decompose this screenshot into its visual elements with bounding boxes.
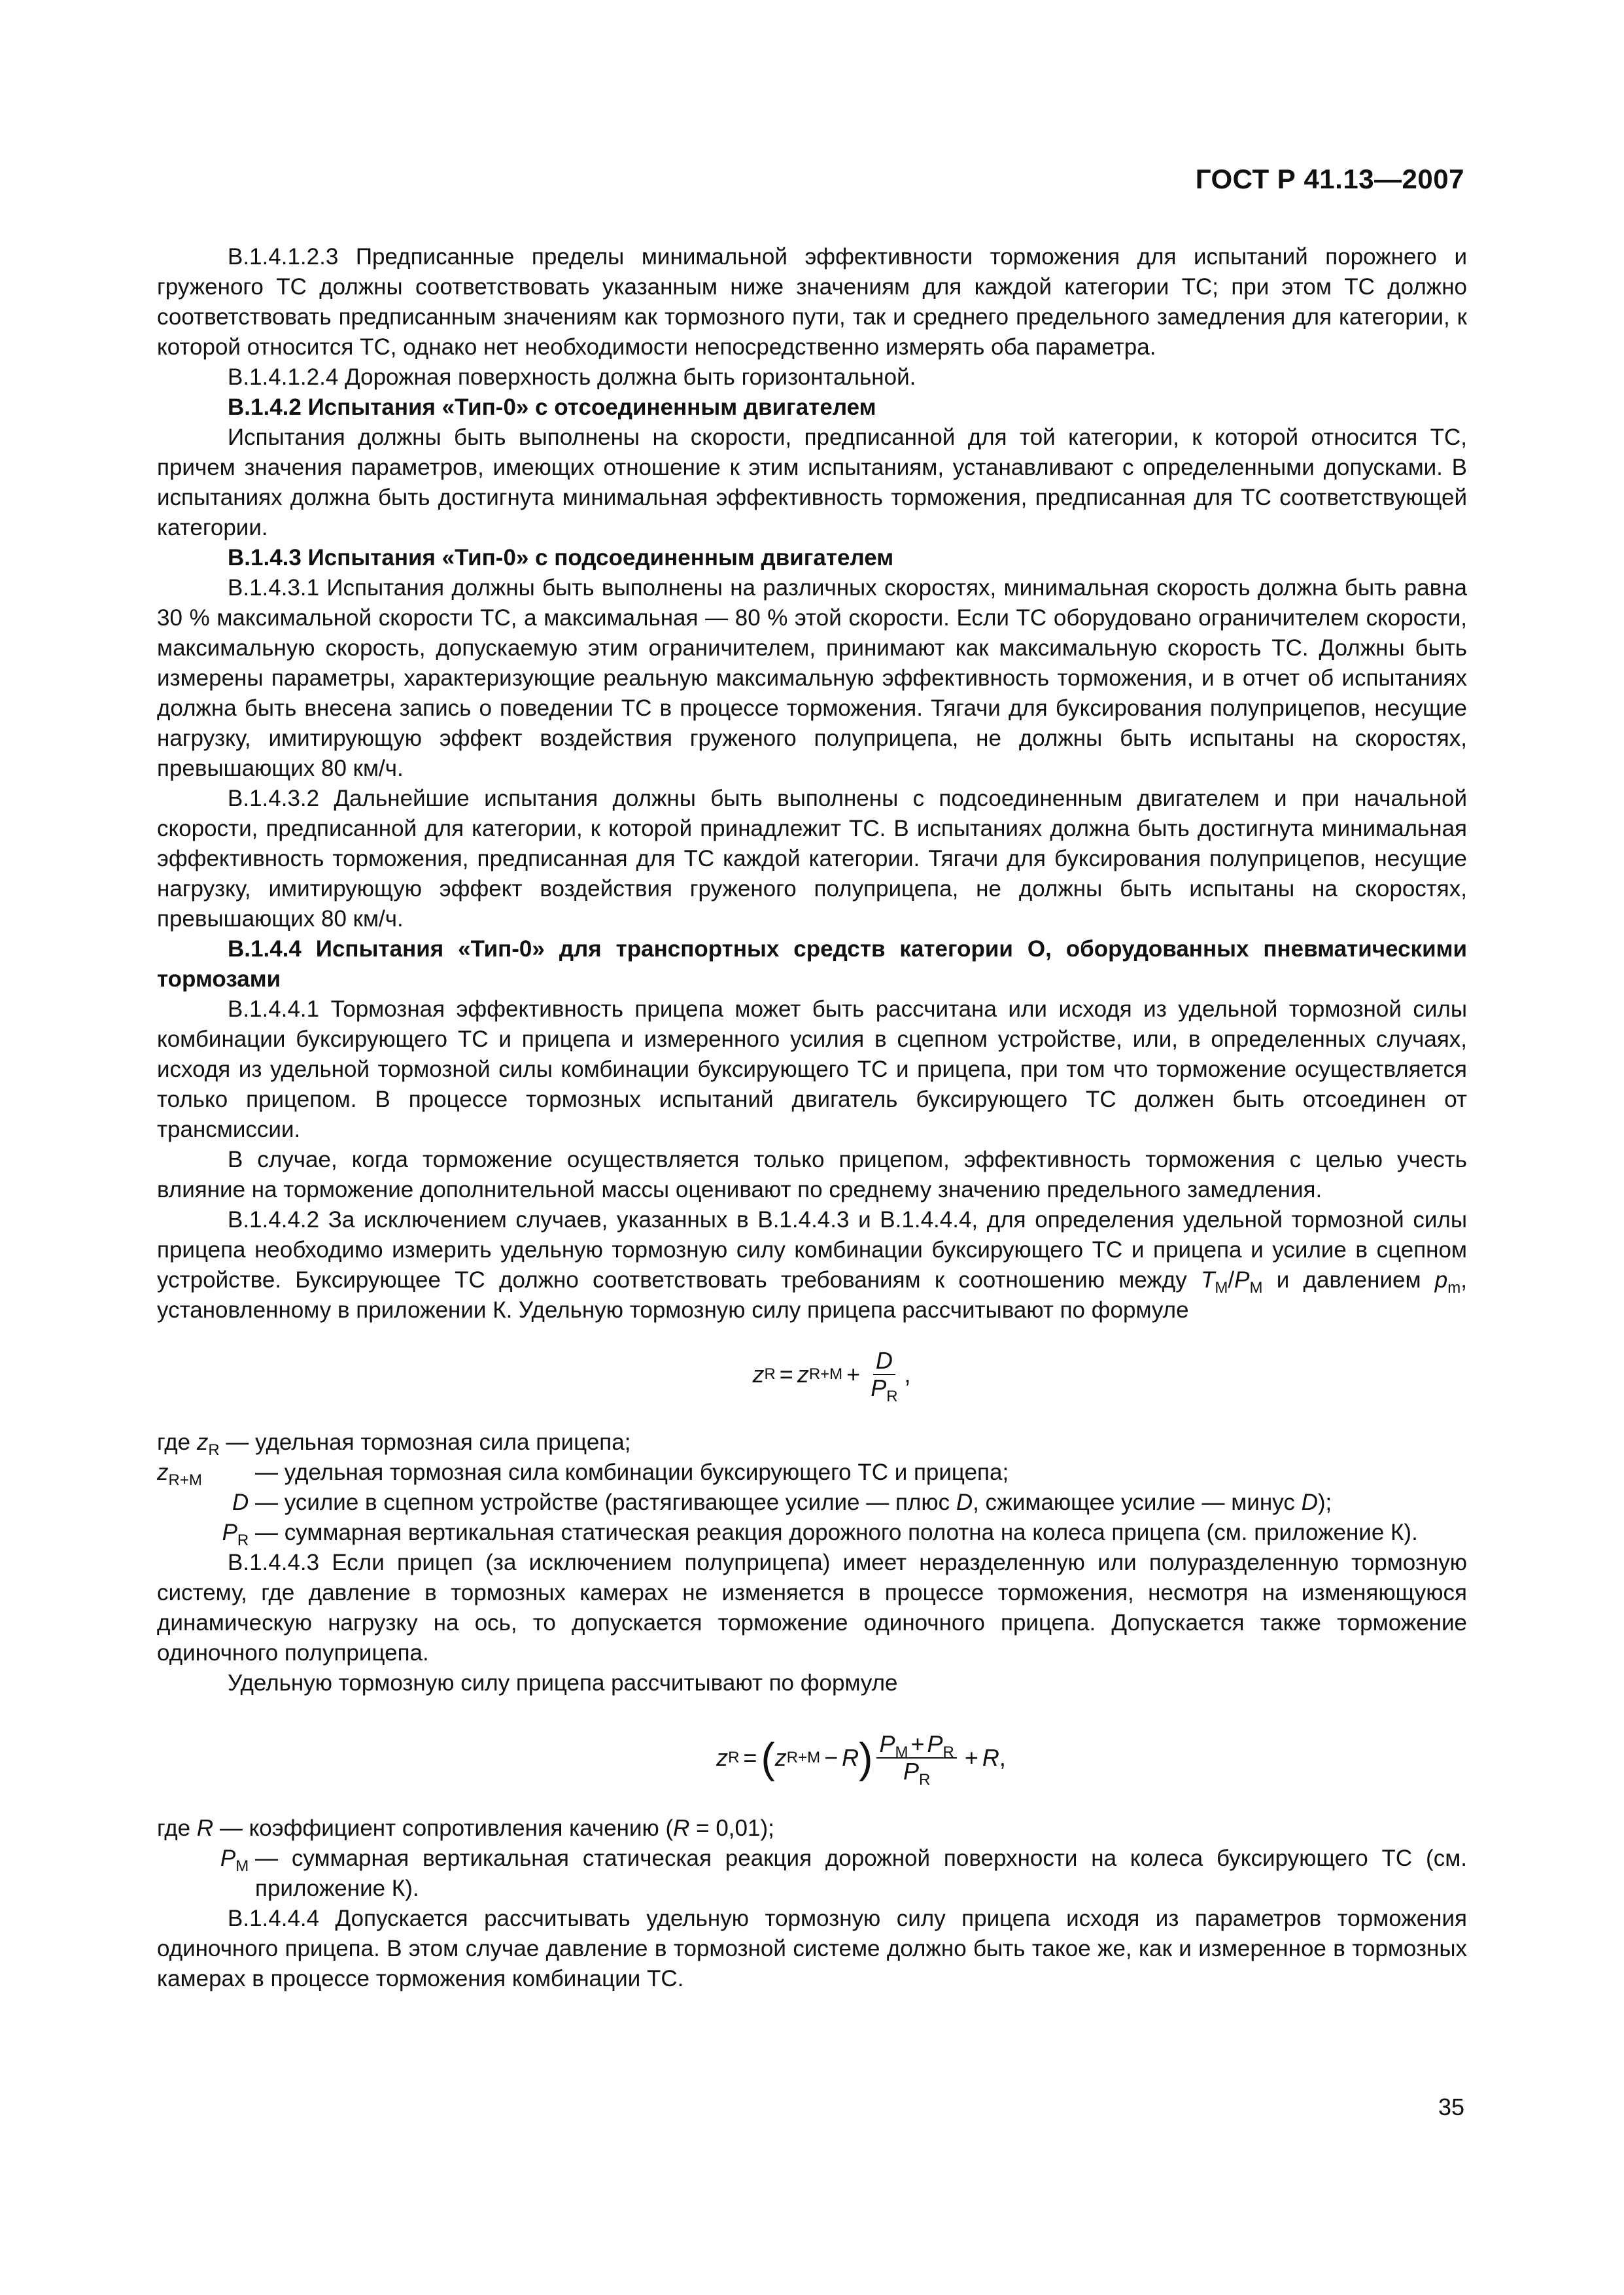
paragraph: В.1.4.3.2 Дальнейшие испытания должны быть выполнены с подсоединенным двигателем и при начальной скорости, предписанной для категории, к которой принадлежит ТС. В испытаниях должна быть достигнута минимальная эффективность торможения, предписанная для ТС каждой категории. Тягачи для буксирования полуприцепов, несущие нагрузку, имитирующую эффект воздействия груженого полуприцепа, не должны быть испытаны на скоростях, превышающих 80 км/ч.: [157, 786, 1467, 932]
definition-item: D — усилие в сцепном устройстве (растягивающее усилие — плюс D, сжимающее усилие — минус D);: [232, 1490, 1332, 1515]
paragraph: В случае, когда торможение осуществляется только прицепом, эффективность торможения с целью учесть влияние на торможение дополнительной массы оценивают по среднему значению предельного замедления.: [157, 1147, 1467, 1202]
close-parenthesis: ): [859, 1734, 873, 1781]
section-heading: В.1.4.3 Испытания «Тип-0» с подсоединенным двигателем: [228, 545, 894, 570]
section-heading: В.1.4.4 Испытания «Тип-0» для транспортных средств категории О, оборудованных пневматическими тормозами: [157, 936, 1467, 992]
paragraph: В.1.4.4.3 Если прицеп (за исключением полуприцепа) имеет неразделенную или полуразделенную тормозную систему, где давление в тормозных камерах не изменяется в процессе торможения, несмотря на изменяющуюся динамическую нагрузку на ось, то допускается торможение одиночного прицепа. Допускается также торможение одиночного полуприцепа.: [157, 1550, 1467, 1666]
formula-definitions: [157, 1428, 1467, 1548]
definition-item: $P_R$ — суммарная вертикальная статическая реакция дорожного полотна на колеса прицепа (см. приложение К).: [222, 1520, 1418, 1549]
paragraph: В.1.4.4.4 Допускается рассчитывать удельную тормозную силу прицепа исходя из параметров торможения одиночного прицепа. В этом случае давление в тормозной системе должно быть такое же, как и измеренное в тормозных камерах в процессе торможения комбинации ТС.: [157, 1906, 1467, 1991]
formula-fraction: $\frac{D}{P_R}$: [871, 1347, 898, 1405]
open-parenthesis: (: [761, 1734, 775, 1781]
formula-fraction: $\frac{P_М + P_R}{P_R}$: [876, 1731, 956, 1785]
formula-single-trailer: z R = ( z R+M − R ) $\frac{P_М + P_R}{P_R}$ + R ,: [716, 1730, 1006, 1789]
section-heading: В.1.4.2 Испытания «Тип-0» с отсоединенным двигателем: [228, 394, 876, 420]
definition-item: $z_{R+M}$ — удельная тормозная сила комбинации буксирующего ТС и прицепа;: [157, 1460, 1009, 1489]
paragraph: В.1.4.1.2.4 Дорожная поверхность должна быть горизонтальной.: [228, 364, 916, 390]
paragraph: В.1.4.4.1 Тормозная эффективность прицепа может быть рассчитана или исходя из удельной тормозной силы комбинации буксирующего ТС и прицепа и измеренного усилия в сцепном устройстве, или, в определенных случаях, исходя из удельной тормозной силы комбинации буксирующего ТС и прицепа, при том что торможение осуществляется только прицепом. В процессе тормозных испытаний двигатель буксирующего ТС должен быть отсоединен от трансмиссии.: [157, 996, 1467, 1142]
definition-item: $P_М$ — суммарная вертикальная статическая реакция дорожной поверхности на колеса буксирующего ТС (см. приложение К).: [220, 1846, 1467, 1901]
definition-item: где $z_R$ — удельная тормозная сила прицепа;: [157, 1429, 631, 1459]
paragraph: В.1.4.3.1 Испытания должны быть выполнены на различных скоростях, минимальная скорость должна быть равна 30 % максимальной скорости ТС, а максимальная — 80 % этой скорости. Если ТС оборудовано ограничителем скорости, максимальную скорость, допускаемую этим ограничителем, принимают как максимальную скорость ТС. Должны быть измерены параметры, характеризующие реальную максимальную эффективность торможения, и в отчет об испытаниях должна быть внесена запись о поведении ТС в процессе торможения. Тягачи для буксирования полуприцепов, несущие нагрузку, имитирующую эффект воздействия груженого полуприцепа, не должны быть испытаны на скоростях, превышающих 80 км/ч.: [157, 575, 1467, 781]
document-body: [157, 242, 1467, 1994]
page-number: 35: [1438, 2094, 1464, 2120]
formula-definitions: [157, 1813, 1467, 1904]
standard-header: ГОСТ Р 41.13—2007: [1195, 164, 1464, 194]
formula-braking-force: z R = z R+M + $\frac{D}{P_R}$ ,: [752, 1347, 911, 1405]
paragraph: Удельную тормозную силу прицепа рассчитывают по формуле: [228, 1670, 898, 1696]
paragraph: В.1.4.1.2.3 Предписанные пределы минимальной эффективности торможения для испытаний порожнего и груженого ТС должны соответствовать указанным ниже значениям для каждой категории ТС; при этом ТС должно соответствовать предписанным значениям как тормозного пути, так и среднего предельного замедления для категории, к которой относится ТС, однако нет необходимости непосредственно измерять оба параметра.: [157, 244, 1467, 360]
paragraph: Испытания должны быть выполнены на скорости, предписанной для той категории, к которой относится ТС, причем значения параметров, имеющих отношение к этим испытаниям, устанавливают с определенными допусками. В испытаниях должна быть достигнута минимальная эффективность торможения, предписанная для ТС соответствующей категории.: [157, 425, 1467, 540]
definition-item: где R — коэффициент сопротивления качению (R = 0,01);: [157, 1815, 774, 1841]
paragraph-with-symbols: В.1.4.4.2 За исключением случаев, указанных в В.1.4.4.3 и В.1.4.4.4, для определения удельной тормозной силы прицепа необходимо измерить удельную тормозную силу комбинации буксирующего ТС и прицепа и усилие в сцепном устройстве. Буксирующее ТС должно соответствовать требованиям к соотношению между $T_М/P_М$ и давлением $p_m$, установленному в приложении К. Удельную тормозную силу прицепа рассчитывают по формуле: [157, 1207, 1467, 1323]
